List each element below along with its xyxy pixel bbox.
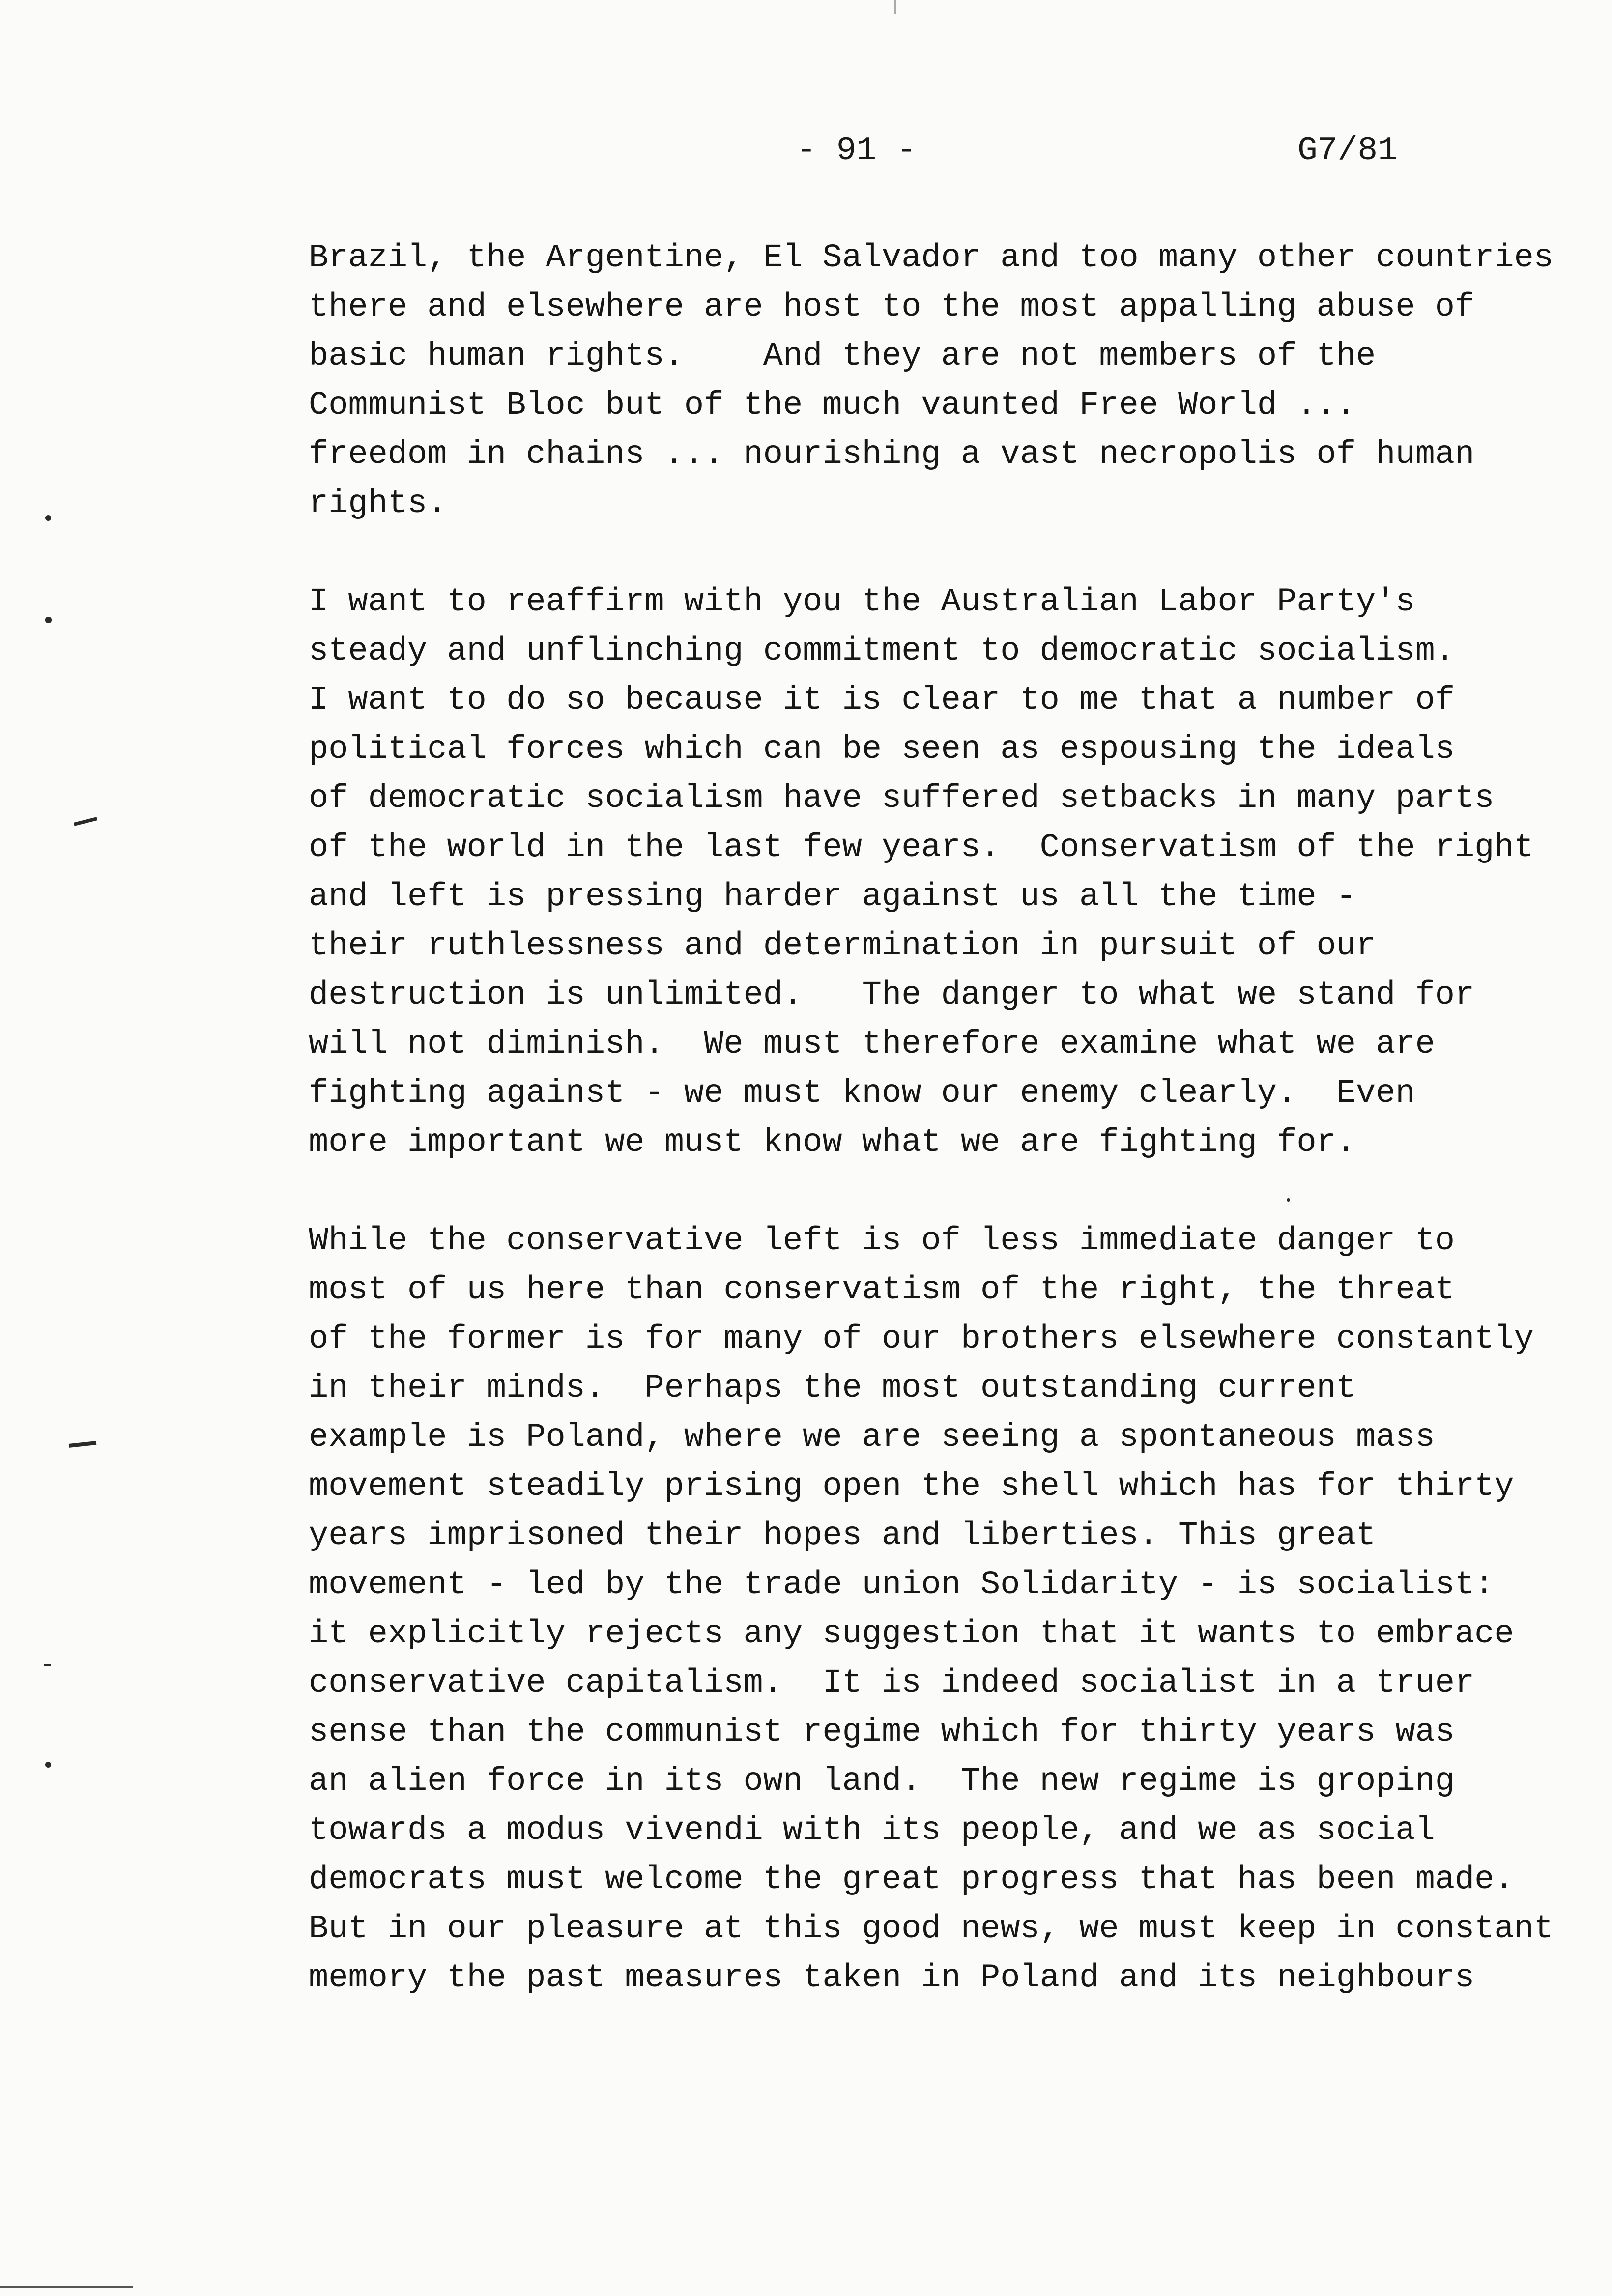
text-line: I want to do so because it is clear to me that a number of [309, 682, 1455, 719]
paragraph-3 [309, 1216, 1586, 2003]
scan-speck [45, 1762, 51, 1768]
text-line: I want to reaffirm with you the Australian Labor Party's [309, 583, 1415, 621]
text-line: conservative capitalism. It is indeed socialist in a truer [309, 1665, 1475, 1702]
scan-speck [44, 1664, 51, 1666]
text-line: there and elsewhere are host to the most appalling abuse of [309, 288, 1475, 326]
text-line: memory the past measures taken in Poland and its neighbours [309, 1959, 1475, 1997]
text-line: an alien force in its own land. The new regime is groping [309, 1763, 1455, 1800]
text-line: rights. [309, 485, 447, 522]
text-line: most of us here than conservatism of the right, the threat [309, 1271, 1455, 1309]
paragraph-1 [309, 233, 1586, 528]
text-line: of democratic socialism have suffered setbacks in many parts [309, 780, 1495, 817]
text-line: political forces which can be seen as espousing the ideals [309, 731, 1455, 768]
text-line: of the world in the last few years. Conservatism of the right [309, 829, 1534, 866]
text-line: sense than the communist regime which for thirty years was [309, 1714, 1455, 1751]
text-line: fighting against - we must know our enemy clearly. Even [309, 1075, 1415, 1112]
text-line: in their minds. Perhaps the most outstanding current [309, 1370, 1356, 1407]
text-line: movement - led by the trade union Solidarity - is socialist: [309, 1566, 1495, 1604]
margin-pen-mark [74, 817, 97, 826]
page-number: - 91 - [796, 132, 917, 170]
margin-pen-mark [69, 1441, 97, 1448]
scan-speck [45, 515, 51, 521]
text-line: freedom in chains ... nourishing a vast necropolis of human [309, 436, 1475, 473]
text-line: Brazil, the Argentine, El Salvador and too many other countries [309, 239, 1554, 277]
text-line: But in our pleasure at this good news, we must keep in constant [309, 1910, 1554, 1948]
bottom-edge-line [0, 2286, 133, 2288]
paragraph-2 [309, 577, 1586, 1167]
text-line: steady and unflinching commitment to democratic socialism. [309, 632, 1455, 670]
text-line: movement steadily prising open the shell which has for thirty [309, 1468, 1514, 1505]
text-line: Communist Bloc but of the much vaunted Free World ... [309, 387, 1356, 424]
text-line: of the former is for many of our brothers elsewhere constantly [309, 1320, 1534, 1358]
text-line: and left is pressing harder against us all the time - [309, 878, 1356, 916]
text-line: years imprisoned their hopes and liberties. This great [309, 1517, 1376, 1554]
text-line: will not diminish. We must therefore examine what we are [309, 1026, 1435, 1063]
text-line: more important we must know what we are fighting for. [309, 1124, 1356, 1161]
top-edge-mark [894, 0, 896, 14]
page-header [0, 132, 1612, 181]
scan-speck [1287, 1198, 1290, 1202]
document-reference: G7/81 [1297, 132, 1398, 170]
text-line: democrats must welcome the great progress that has been made. [309, 1861, 1514, 1898]
text-line: While the conservative left is of less immediate danger to [309, 1222, 1455, 1260]
text-line: their ruthlessness and determination in pursuit of our [309, 927, 1376, 965]
text-line: basic human rights. And they are not members of the [309, 338, 1376, 375]
document-body [309, 233, 1586, 2052]
text-line: it explicitly rejects any suggestion that it wants to embrace [309, 1615, 1514, 1653]
text-line: example is Poland, where we are seeing a spontaneous mass [309, 1419, 1435, 1456]
text-line: destruction is unlimited. The danger to what we stand for [309, 976, 1475, 1014]
text-line: towards a modus vivendi with its people, and we as social [309, 1812, 1435, 1849]
scan-speck [45, 617, 52, 623]
